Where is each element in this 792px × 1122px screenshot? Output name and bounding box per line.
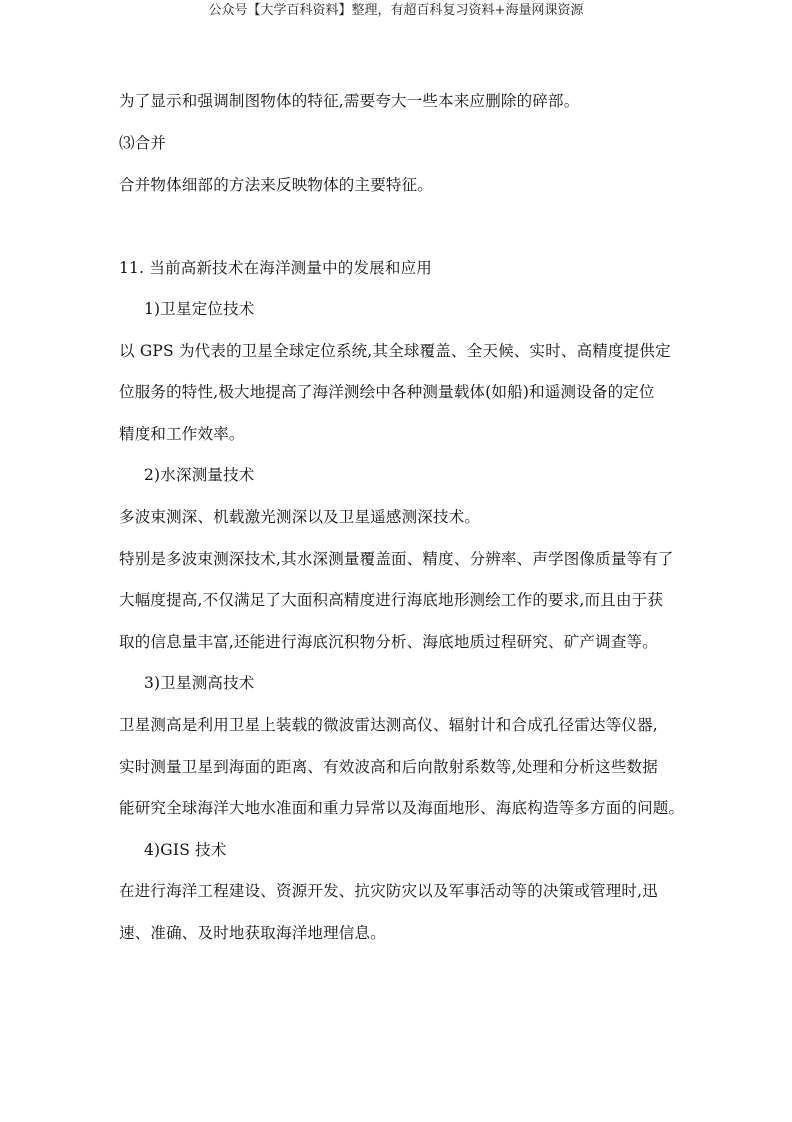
item-heading: ⑶合并 <box>119 134 167 152</box>
paragraph-line: 合并物体细部的方法来反映物体的主要特征。 <box>119 176 434 194</box>
paragraph-line: 卫星测高是利用卫星上装载的微波雷达测高仪、辐射计和合成孔径雷达等仪器, <box>119 716 658 734</box>
paragraph-line: 以 GPS 为代表的卫星全球定位系统,其全球覆盖、全天候、实时、高精度提供定 <box>119 342 671 360</box>
subsection-title: 4)GIS 技术 <box>144 841 227 859</box>
section-title: 11. 当前高新技术在海洋测量中的发展和应用 <box>119 259 432 277</box>
paragraph-line: 实时测量卫星到海面的距离、有效波高和后向散射系数等,处理和分析这些数据 <box>119 758 658 776</box>
paragraph-line: 精度和工作效率。 <box>119 425 245 443</box>
paragraph-line: 为了显示和强调制图物体的特征,需要夸大一些本来应删除的碎部。 <box>119 92 580 110</box>
paragraph-line: 大幅度提高,不仅满足了大面积高精度进行海底地形测绘工作的要求,而且由于获 <box>119 591 664 609</box>
paragraph-line: 在进行海洋工程建设、资源开发、抗灾防灾以及军事活动等的决策或管理时,迅 <box>119 882 658 900</box>
paragraph-line: 多波束测深、机载激光测深以及卫星遥感测深技术。 <box>119 508 481 526</box>
subsection-title: 2)水深测量技术 <box>144 466 255 484</box>
paragraph-line: 取的信息量丰富,还能进行海底沉积物分析、海底地质过程研究、矿产调查等。 <box>119 633 658 651</box>
page-header: 公众号【大学百科资料】整理，有超百科复习资料+海量网课资源 <box>208 3 584 18</box>
paragraph-line: 能研究全球海洋大地水准面和重力异常以及海面地形、海底构造等多方面的问题。 <box>119 799 685 817</box>
subsection-title: 3)卫星测高技术 <box>144 674 255 692</box>
paragraph-line: 位服务的特性,极大地提高了海洋测绘中各种测量载体(如船)和遥测设备的定位 <box>119 383 655 401</box>
paragraph-line: 特别是多波束测深技术,其水深测量覆盖面、精度、分辨率、声学图像质量等有了 <box>119 550 674 568</box>
subsection-title: 1)卫星定位技术 <box>144 300 255 318</box>
paragraph-line: 速、准确、及时地获取海洋地理信息。 <box>119 924 386 942</box>
